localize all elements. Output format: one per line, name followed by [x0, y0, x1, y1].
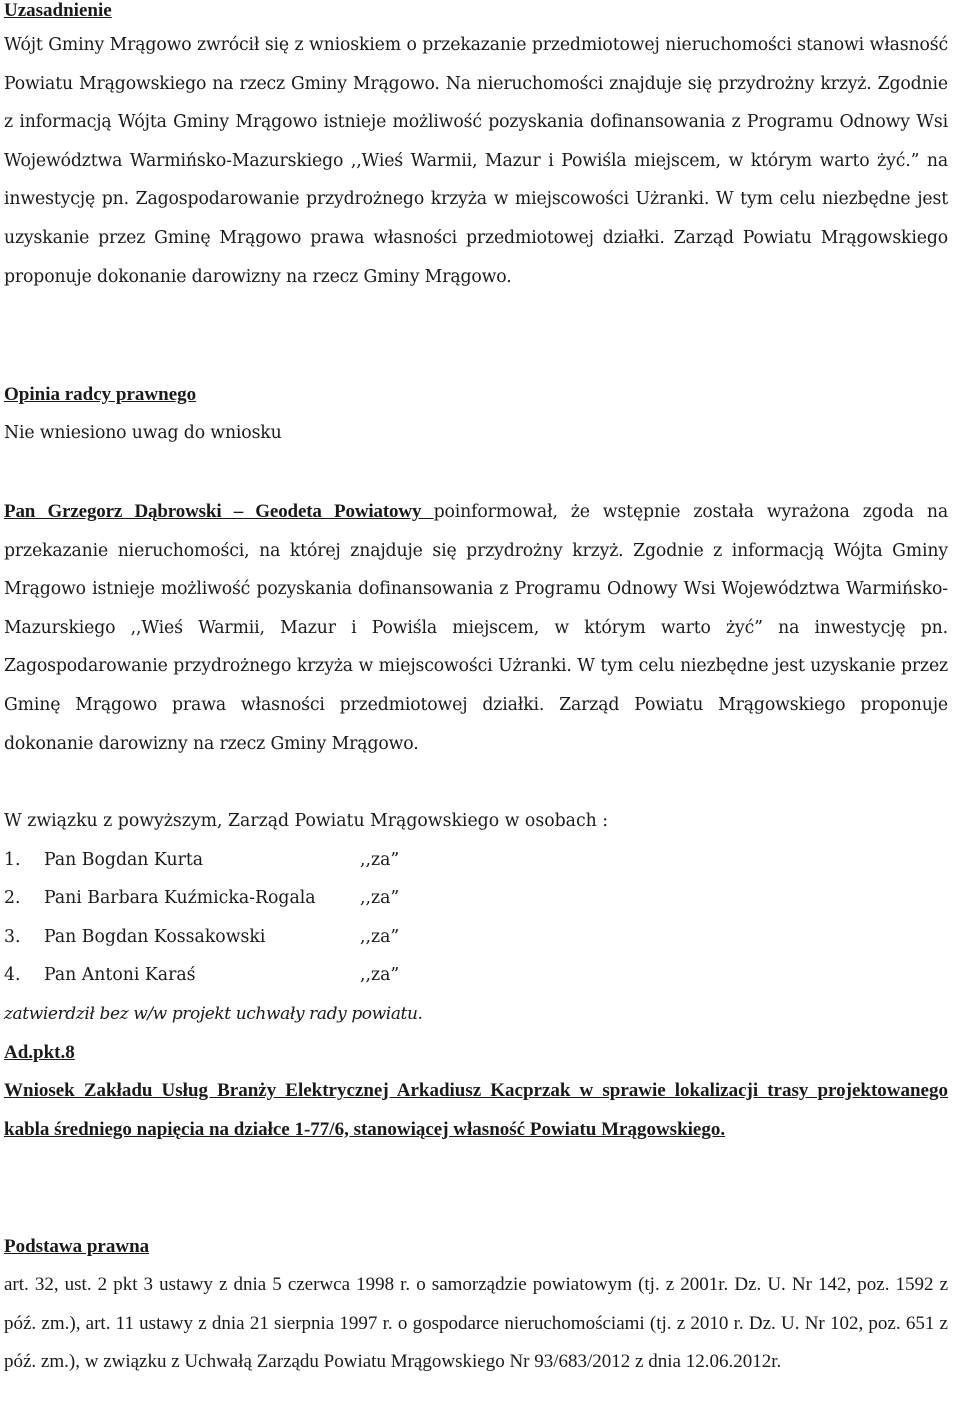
uzasadnienie-heading: Uzasadnienie — [4, 0, 112, 21]
vote-member-row — [4, 956, 948, 995]
podstawa-text: art. 32, ust. 2 pkt 3 ustawy z dnia 5 czerwca 1998 r. o samorządzie powiatowym (tj. z 2001r. Dz. U. Nr 142, poz. 1592 z póź. zm.), art. 11 ustawy z dnia 21 sierpnia 1997 r. o gospodarce nieruchomościami (tj. z 2010 r. Dz. U. Nr 102, poz. 651 z póź. zm.), w związku z Uchwałą Zarządu Powiatu Mrągowskiego Nr 93/683/2012 z dnia 12.06.2012r. — [4, 1274, 948, 1373]
vote-member-row — [4, 918, 948, 957]
geodeta-name: Pan Grzegorz Dąbrowski – Geodeta Powiatowy — [4, 501, 434, 522]
member-name: Pan Bogdan Kurta — [44, 849, 204, 870]
vote-intro: W związku z powyższym, Zarząd Powiatu Mrągowskiego w osobach : — [4, 811, 609, 831]
geodeta-text: poinformował, że wstępnie została wyrażona zgoda na przekazanie nieruchomości, na której znajduje się przydrożny krzyż. Zgodnie z informacją Wójta Gminy Mrągowo istnieje możliwość pozyskania dofinansowania z Programu Odnowy Wsi Województwa Warmińsko-Mazurskiego ,,Wieś Warmii, Mazur i Powiśla miejscem, w którym warto żyć” na inwestycję pn. Zagospodarowanie przydrożnego krzyża w miejscowości Użranki. W tym celu niezbędne jest uzyskanie przez Gminę Mrągowo prawa własności przedmiotowej działki. Zarząd Powiatu Mrągowskiego proponuje dokonanie darowizny na rzecz Gminy Mrągowo. — [4, 502, 948, 754]
podstawa-heading: Podstawa prawna — [4, 1236, 150, 1257]
item-8-label: Ad.pkt.8 — [4, 1042, 75, 1063]
member-number: 1. — [4, 849, 21, 870]
member-name: Pani Barbara Kuźmicka-Rogala — [44, 888, 316, 909]
item-8-title: Wniosek Zakładu Usług Branży Elektrycznej Arkadiusz Kacprzak w sprawie lokalizacji trasy projektowanego kabla średniego napięcia na działce 1-77/6, stanowiącej własność Powiatu Mrągowskiego. — [4, 1080, 948, 1140]
geodeta-paragraph — [4, 493, 948, 763]
vote-member-row — [4, 879, 948, 918]
opinia-heading: Opinia radcy prawnego — [4, 384, 197, 405]
member-number: 2. — [4, 888, 21, 909]
opinia-text: Nie wniesiono uwag do wniosku — [4, 423, 282, 443]
vote-conclusion: zatwierdził bez w/w projekt uchwały rady powiatu. — [4, 1003, 423, 1024]
member-name: Pan Bogdan Kossakowski — [44, 926, 266, 947]
uzasadnienie-text: Wójt Gminy Mrągowo zwrócił się z wnioskiem o przekazanie przedmiotowej nieruchomości stanowi własność Powiatu Mrągowskiego na rzecz Gminy Mrągowo. Na nieruchomości znajduje się przydrożny krzyż. Zgodnie z informacją Wójta Gminy Mrągowo istnieje możliwość pozyskania dofinansowania z Programu Odnowy Wsi Województwa Warmińsko-Mazurskiego ,,Wieś Warmii, Mazur i Powiśla miejscem, w którym warto żyć.” na inwestycję pn. Zagospodarowanie przydrożnego krzyża w miejscowości Użranki. W tym celu niezbędne jest uzyskanie przez Gminę Mrągowo prawa własności przedmiotowej działki. Zarząd Powiatu Mrągowskiego proponuje dokonanie darowizny na rzecz Gminy Mrągowo. — [4, 35, 948, 287]
member-vote: ,,za” — [360, 849, 400, 870]
member-vote: ,,za” — [360, 965, 400, 986]
member-vote: ,,za” — [360, 888, 400, 909]
member-name: Pan Antoni Karaś — [44, 965, 196, 986]
member-number: 3. — [4, 926, 21, 947]
vote-member-row — [4, 841, 948, 880]
member-number: 4. — [4, 965, 21, 986]
member-vote: ,,za” — [360, 926, 400, 947]
